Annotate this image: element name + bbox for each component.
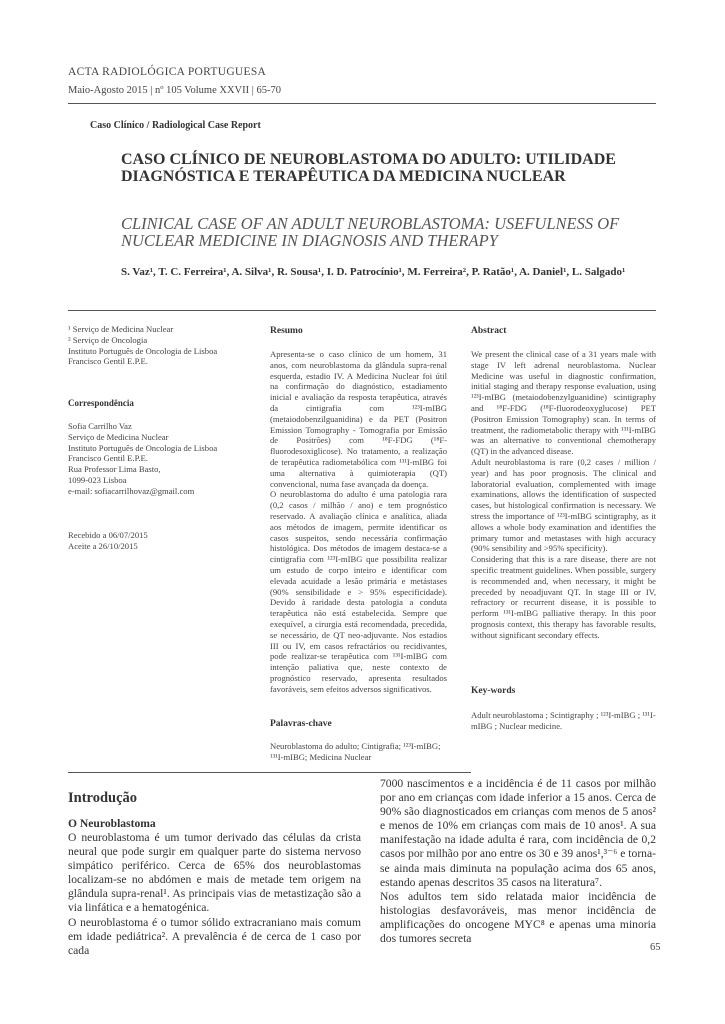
- abstract-text: [471, 349, 656, 641]
- correspondence-line: Rua Professor Lima Basto,: [68, 464, 161, 475]
- abstract-paragraph: Adult neuroblastoma is rare (0,2 cases / million / year) and has poor prognosis. The clinical and laboratorial evaluation, complemented with image examinations, allows the identification of suspected cases, but histological confirmation is necessary. We stress the importance of ¹²³I-mIBG scintigraphy, as it allows a whole body examination and identifies the primary tumor and metastases with high accuracy (90% sensibility and >95% specificity).: [471, 456, 656, 554]
- header-rule: [68, 103, 656, 104]
- section-label: Caso Clínico / Radiological Case Report: [90, 120, 261, 131]
- correspondence-line: Francisco Gentil E.P.E.: [68, 453, 148, 464]
- correspondence-line: 1099-023 Lisboa: [68, 474, 127, 485]
- article-title-en: CLINICAL CASE OF AN ADULT NEUROBLASTOMA: USEFULNESS OF NUCLEAR MEDICINE IN DIAGNOSIS AND THERAPY: [121, 214, 620, 250]
- dates-block: [68, 530, 248, 552]
- resumo-heading: Resumo: [270, 326, 303, 336]
- resumo-text: [270, 349, 447, 695]
- introducao-heading: Introdução: [68, 790, 138, 806]
- abstract-paragraph: We present the clinical case of a 31 years male with stage IV left adrenal neuroblastoma. Nuclear Medicine was useful in diagnostic confirmation, initial staging and therapy response evaluation, using ¹²³I-mIBG (metaiodobenzylguanidine) scintigraphy and ¹⁸F-FDG (¹⁸F-fluorodeoxyglucose) PET (Positron Emission Tomography) scan. In terms of treatment, the radiometabolic therapy with ¹³¹I-mIBG was an alternative to conventional chemotherapy (QT) in the advanced disease.: [471, 349, 656, 457]
- accepted-date: Aceite a 26/10/2015: [68, 540, 138, 551]
- abstract-paragraph: Considering that this is a rare disease, there are not specific treatment guidelines. When possible, surgery is recommended and, when necessary, it might be preceded by neoadjuvant QT. In stage III or IV, refractory or recurrent disease, it is possible to perform ¹³¹I-mIBG palliative therapy. In this poor prognosis context, this therapy has favorable results, without significant secondary effects.: [471, 554, 656, 640]
- correspondence-line: Sofia Carrilho Vaz: [68, 421, 132, 431]
- author-list: S. Vaz¹, T. C. Ferreira¹, A. Silva¹, R. Sousa¹, I. D. Patrocínio¹, M. Ferreira², P. Ratão¹, A. Daniel¹, L. Salgado¹: [121, 266, 626, 278]
- neuroblastoma-subheading: O Neuroblastoma: [68, 817, 156, 830]
- affiliation-line: Francisco Gentil E.P.E.: [68, 356, 148, 367]
- body-paragraph: Nos adultos tem sido relatada maior incidência de histologias desfavoráveis, mas menor incidência de amplificações do oncogene MYC⁸ e apenas uma minoria dos tumores secreta: [380, 889, 656, 946]
- correspondence-line: Instituto Português de Oncologia de Lisboa: [68, 442, 218, 453]
- keywords-heading: Key-words: [471, 686, 516, 696]
- article-title-pt: CASO CLÍNICO DE NEUROBLASTOMA DO ADULTO: UTILIDADE DIAGNÓSTICA E TERAPÊUTICA DA MEDICINA NUCLEAR: [121, 151, 616, 185]
- body-paragraph: O neuroblastoma é o tumor sólido extracraniano mais comum em idade pediátrica². A prevalência é de cerca de 1 caso por cada: [68, 915, 361, 957]
- affiliations: [68, 324, 248, 367]
- palavras-chave-text: Neuroblastoma do adulto; Cintigrafia; ¹²³I-mIBG; ¹³¹I-mIBG; Medicina Nuclear: [270, 741, 441, 762]
- resumo-paragraph: O neuroblastoma do adulto é uma patologia rara (0,2 casos / milhão / ano) e tem prognóstico reservado. A avaliação clínica e analítica, aliada aos métodos de imagem, permite identificar os casos suspeitos, sendo necessária confirmação histológica. Dos métodos de imagem destaca-se a cintigrafia com ¹²³I-mIBG que possibilita realizar um estudo de corpo inteiro e identificar com elevada acuidade a lesão primária e metástases (90% sensibilidade e > 95% especificidade). Devido à raridade desta patologia a conduta terapêutica não está estabelecida. Sempre que exequível, a cirurgia está recomendada, precedida, se necessário, de QT neo-adjuvante. Nos estadios III ou IV, em casos refractários ou recidivantes, pode realizar-se terapêutica com ¹³¹I-mIBG com intenção paliativa que, neste contexto de prognóstico reservado, apresenta resultados favoráveis, sem efeitos adversos significativos.: [270, 489, 447, 694]
- correspondence-heading: Correspondência: [68, 398, 134, 408]
- page-number: 65: [650, 942, 661, 953]
- affiliation-line: Instituto Português de Oncologia de Lisboa: [68, 345, 218, 356]
- affiliation-line: ² Serviço de Oncologia: [68, 334, 148, 345]
- intro-right-column: [380, 777, 656, 946]
- intro-rule: [68, 772, 471, 773]
- authors-rule: [68, 310, 656, 311]
- correspondence-line: Serviço de Medicina Nuclear: [68, 431, 169, 442]
- received-date: Recebido a 06/07/2015: [68, 530, 148, 540]
- affiliation-line: ¹ Serviço de Medicina Nuclear: [68, 324, 174, 334]
- correspondence-email[interactable]: e-mail: sofiacarrilhovaz@gmail.com: [68, 485, 195, 496]
- resumo-paragraph: Apresenta-se o caso clínico de um homem, 31 anos, com neuroblastoma da glândula supra-renal esquerda, estadio IV. A Medicina Nuclear foi útil na confirmação do diagnóstico, estadiamento inicial e avaliação da resposta terapêutica, através da cintigrafia com ¹²³I-mIBG (metaiodobenzilguanidina) e da PET (Positron Emission Tomography - Tomografia por Emissão de Positrões) com ¹⁸F-FDG (¹⁸F-fluorodesoxiglicose). No tratamento, a realização de terapêutica radiometabólica com ¹³¹I-mIBG foi uma alternativa à quimioterapia (QT) convencional, numa fase avançada da doença.: [270, 349, 447, 489]
- body-paragraph: 7000 nascimentos e a incidência é de 11 casos por milhão por ano em crianças com idade inferior a 15 anos. Cerca de 90% são diagnosticados em crianças com menos de 5 anos² e menos de 10% em crianças com mais de 10 anos¹. A sua manifestação na idade adulta é rara, com incidência de 0,2 casos por milhão por ano entre os 30 e 39 anos¹,³⁻⁶ e torna-se ainda mais diminuta na população acima dos 65 anos, estando apenas descritos 35 casos na literatura⁷.: [380, 777, 656, 889]
- correspondence-block: [68, 421, 248, 497]
- palavras-chave-heading: Palavras-chave: [270, 719, 332, 729]
- intro-left-column: [68, 831, 361, 958]
- keywords-text: Adult neuroblastoma ; Scintigraphy ; ¹²³I-mIBG ; ¹³¹I-mIBG ; Nuclear medicine.: [471, 710, 656, 731]
- issue-info: Maio-Agosto 2015 | nº 105 Volume XXVII | 65-70: [68, 85, 281, 96]
- body-paragraph: O neuroblastoma é um tumor derivado das células da crista neural que pode surgir em qualquer parte do sistema nervoso simpático periférico. Cerca de 65% dos neuroblastomas localizam-se no abdómen e mais de metade tem origem na glândula supra-renal¹. As principais vias de metastização são a via linfática e a hematogénica.: [68, 831, 361, 915]
- abstract-heading: Abstract: [471, 326, 507, 336]
- journal-name: ACTA RADIOLÓGICA PORTUGUESA: [68, 66, 267, 78]
